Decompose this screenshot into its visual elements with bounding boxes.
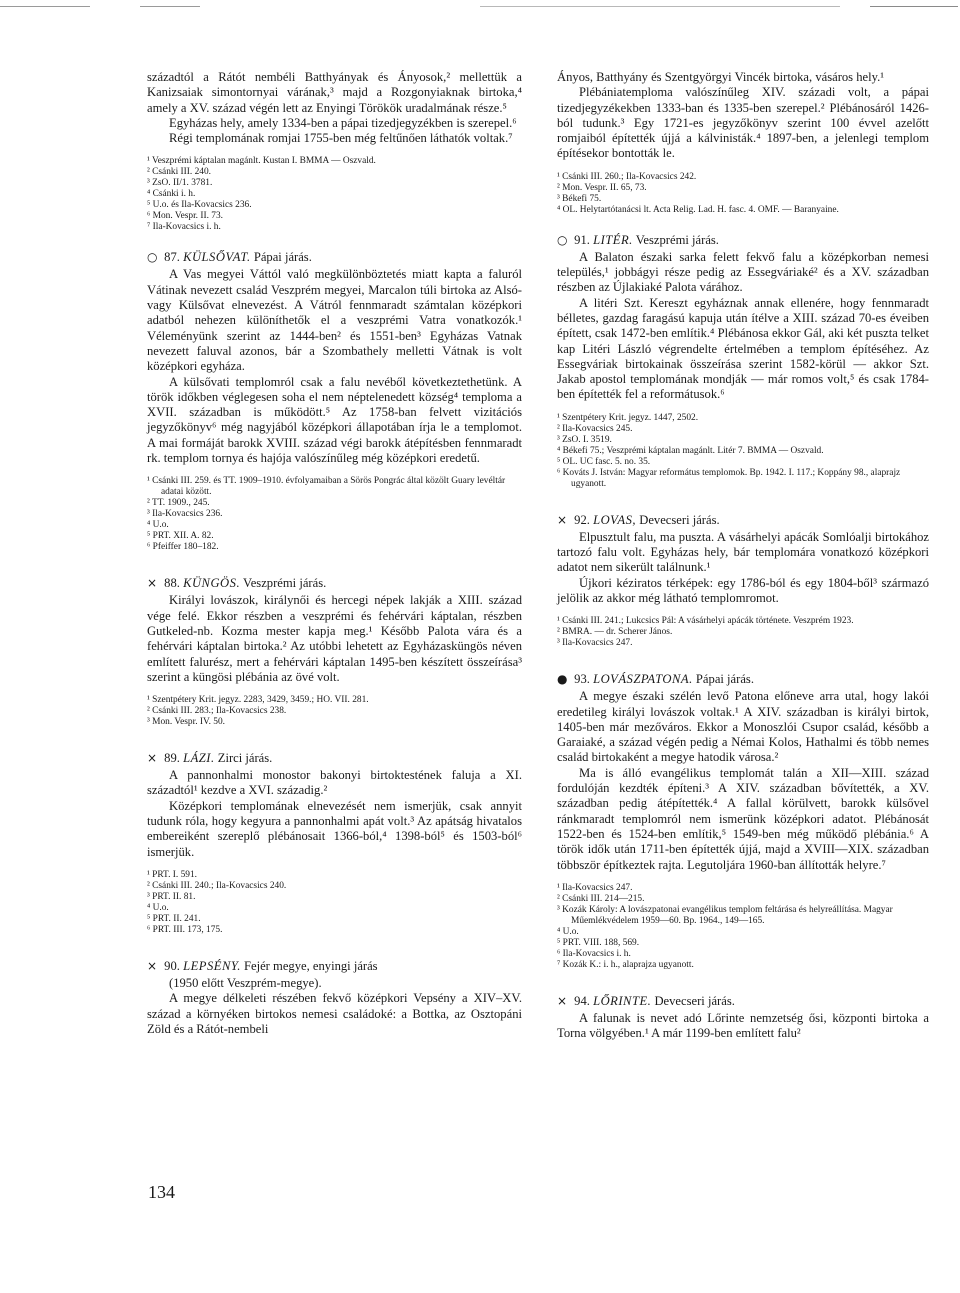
footnote: ¹ Csánki III. 259. és TT. 1909–1910. évfolyamaiban a Sörös Pongrác által közölt Guary levéltár adatai között.	[147, 476, 506, 498]
footnotes	[557, 883, 929, 971]
scan-artifact	[140, 6, 200, 7]
entry-paragraph: A megye délkeleti részében fekvő középkori Vepsény a XIV–XV. század a környéken birtokos nemesi családoké: a Bottka, az Osztopáni Zöld és a Rátót-nembeli	[147, 991, 522, 1036]
footnote: ³ Ila-Kovacsics 247.	[557, 638, 633, 649]
entry-lovas	[557, 512, 929, 649]
footnote: ² Mon. Vespr. II. 65, 73.	[557, 182, 647, 193]
entry-heading	[147, 958, 522, 974]
footnote: ⁶ Mon. Vespr. II. 73.	[147, 211, 224, 222]
entry-number: 92.	[574, 512, 590, 527]
footnote: ³ PRT. II. 81.	[147, 891, 196, 902]
footnote: ⁵ OL. UC fasc. 5. no. 35.	[557, 456, 651, 467]
left-intro	[147, 70, 522, 233]
entry-heading	[147, 249, 522, 265]
entry-paragraph: A Vas megyei Váttól való megkülönböztetés miatt kapta a faluról Vátinak nevezett család Veszprém megyei, Marcalon túli birtoka az Alsó- vagy Külsővat elnevezést. A Vátról fennmaradt számtalan középkori adatból nehezen különíthetők el a veszprémi Vatra vonatkozók.¹ Véleményünk szerint az 1444-ben² és 1551-ben³ Egyházas Vatnak nevezett faluval azonos, bár a Szombathely melletti Vátnak is volt középkori egyháza.	[147, 267, 522, 374]
footnote: ³ Mon. Vespr. IV. 50.	[147, 717, 225, 728]
entry-lazi	[147, 750, 522, 936]
entry-title: LŐRINTE.	[593, 993, 652, 1008]
footnote: ² Ila-Kovacsics 245.	[557, 423, 633, 434]
entry-paragraph: Középkori templomának elnevezését nem ismerjük, csak annyit tudunk róla, hogy kegyura a pannonhalmi apát volt.³ Az apátság hivatalos embereiként szereplő plébánosait 1366-ból,⁴ 1398-ból⁵ és 1503-ból⁶ ismerjük.	[147, 798, 522, 859]
footnote: ³ ZsO. I. 3519.	[557, 434, 612, 445]
cross-marker-icon: ×	[147, 958, 158, 973]
footnote: ⁶ Pfeiffer 180–182.	[147, 542, 219, 553]
cross-marker-icon: ×	[147, 576, 158, 591]
entry-number: 94.	[574, 993, 590, 1008]
footnote: ⁴ U.o.	[147, 520, 169, 531]
scan-artifact	[0, 6, 90, 7]
entry-kulsovat	[147, 249, 522, 553]
footnote: ⁶ Ila-Kovacsics i. h.	[557, 948, 631, 959]
footnotes	[147, 476, 522, 553]
intro-paragraph: Egyházas hely, amely 1334-ben a pápai tizedjegyzékben is szerepel.⁶	[169, 115, 517, 130]
entry-number: 93.	[574, 672, 590, 687]
footnotes	[147, 870, 522, 936]
entry-title: KÜNGÖS.	[183, 576, 241, 591]
footnote: ⁴ Békefi 75.; Veszprémi káptalan magánlt. Litér 7. BMMA — Oszvald.	[557, 445, 824, 456]
entry-lepseny	[147, 958, 522, 1037]
footnote: ⁵ U.o. és Ila-Kovacsics 236.	[147, 200, 252, 211]
footnotes	[557, 413, 929, 490]
intro-paragraph: századtól a Rátót nembéli Batthyányak és Ányosok,² mellettük a Kanizsaiak simontornyai várának,³ majd a Rozgonyiaknak birtoka,⁴ amely a XV. század végén lett az Enyingi Törökök uradalmának része.⁵	[147, 70, 522, 115]
footnote: ¹ PRT. I. 591.	[147, 869, 197, 880]
entry-lorinte	[557, 993, 929, 1042]
entry-title: LITÉR.	[593, 232, 633, 247]
right-intro	[557, 70, 929, 216]
footnote: ² Csánki III. 240.	[147, 167, 211, 178]
footnote: ³ Kozák Károly: A lovászpatonai evangélikus templom feltárása és helyreállítása. Magyar Műemlékvédelem 1959—60. Bp. 1964., 149—165.	[557, 904, 893, 926]
right-column	[557, 70, 929, 1041]
entry-number: 91.	[574, 232, 590, 247]
footnote: ⁵ PRT. VIII. 188, 569.	[557, 937, 640, 948]
entry-district: Veszprémi járás.	[635, 232, 719, 247]
entry-lovaszpatona	[557, 671, 929, 971]
entry-heading	[557, 232, 929, 248]
entry-paragraph: Újkori kéziratos térképek: egy 1786-ból és egy 1804-ből³ származó jelölik az akkor még látható templomromot.	[557, 575, 929, 605]
footnote: ³ Békefi 75.	[557, 193, 602, 204]
circle-marker-icon: ○	[557, 232, 568, 247]
entry-number: 87.	[164, 250, 180, 265]
entry-district: Pápai járás.	[695, 672, 754, 687]
entry-paragraph: A pannonhalmi monostor bakonyi birtoktestének faluja a XI. századtól¹ kezdve a XVI. századig.²	[147, 768, 522, 798]
cross-marker-icon: ×	[557, 512, 568, 527]
entry-heading	[557, 993, 929, 1009]
footnote: ¹ Csánki III. 241.; Lukcsics Pál: A vásárhelyi apácák története. Veszprém 1923.	[557, 616, 854, 627]
footnotes	[147, 156, 522, 233]
entry-paragraph: A Balaton északi sarka felett fekvő falu a középkorban nemesi település,¹ jobbágyi része pedig az Essegváriaké² és a XV. században részben az Újlakiaké Palota várához.	[557, 249, 929, 295]
footnotes	[557, 616, 929, 649]
entry-district-extra: (1950 előtt Veszprém-megye).	[169, 975, 322, 990]
intro-paragraph: Ányos, Batthyány és Szentgyörgyi Vincék birtoka, vásáros hely.¹	[557, 70, 885, 84]
footnote: ¹ Ila-Kovacsics 247.	[557, 882, 633, 893]
cross-marker-icon: ×	[147, 751, 158, 766]
entry-title: KÜLSŐVAT.	[183, 250, 251, 265]
entry-kungos	[147, 575, 522, 728]
footnote: ² Csánki III. 214—215.	[557, 893, 645, 904]
entry-title: LOVAS,	[593, 512, 637, 527]
entry-title: LOVÁSZPATONA.	[593, 672, 693, 687]
entry-paragraph: A megye északi szélén levő Patona előneve arra utal, hogy lakói eredetileg királyi lovászok voltak.¹ A XIV. században is királyi birtok, 1405-ben már mezőváros. Ekkor a Monoszlói Csupor család, később a Garaiaké, a század végén pedig a Némai Kolos, Hathalmi és több nemes család birtokaként a megye hatodik városa.²	[557, 689, 929, 765]
entry-number: 90.	[164, 958, 180, 973]
footnote: ⁶ Kováts J. István: Magyar református templomok. Bp. 1942. I. 117.; Koppány 98., alaprajz ugyanott.	[557, 467, 901, 489]
footnote: ⁷ Kozák K.: i. h., alaprajza ugyanott.	[557, 959, 694, 970]
footnote: ⁴ Csánki i. h.	[147, 189, 196, 200]
footnote: ⁴ U.o.	[557, 926, 579, 937]
footnote: ⁴ U.o.	[147, 902, 169, 913]
footnote: ² Csánki III. 283.; Ila-Kovacsics 238.	[147, 706, 287, 717]
footnote: ⁷ Ila-Kovacsics i. h.	[147, 222, 221, 233]
left-column	[147, 70, 522, 1037]
footnote: ¹ Csánki III. 260.; Ila-Kovacsics 242.	[557, 171, 697, 182]
entry-district: Devecseri járás.	[639, 512, 720, 527]
footnote: ¹ Veszprémi káptalan magánlt. Kustan I. BMMA — Oszvald.	[147, 156, 376, 167]
footnote: ¹ Szentpétery Krit. jegyz. 2283, 3429, 3459.; HO. VII. 281.	[147, 695, 369, 706]
entry-district: Veszprémi járás.	[243, 576, 327, 591]
scan-artifact	[870, 6, 958, 7]
entry-heading	[557, 671, 929, 687]
entry-heading	[147, 575, 522, 591]
cross-marker-icon: ×	[557, 993, 568, 1008]
footnotes	[147, 695, 522, 728]
footnote: ¹ Szentpétery Krit. jegyz. 1447, 2502.	[557, 412, 699, 423]
entry-paragraph: Elpusztult falu, ma puszta. A vásárhelyi apácák Somlóalji birtokához tartozó falu volt. Egyházas hely, bár templomára vonatkozó középkori adatot nem sikerült találnunk.¹	[557, 529, 929, 575]
scan-artifact	[480, 6, 840, 7]
entry-heading	[557, 512, 929, 528]
footnote: ⁵ PRT. II. 241.	[147, 913, 201, 924]
entry-paragraph: Királyi lovászok, királynői és hercegi népek lakják a XIII. század vége felé. Ekkor részben a veszprémi és fehérvári káptalan, részben Gutkeled-nb. Kozma mester kapja meg.¹ Később Palota vára és a fehérvári káptalan birtoka.² Az utóbbi lehetett az Egyházasküngös néven említett falurész, mert a fehérvári káptalan 1495-ben készített összeírása³ szerint a küngösi plébánia az övé volt.	[147, 593, 522, 684]
entry-district: Devecseri járás.	[654, 993, 735, 1008]
entry-district: Fejér megye, enyingi járás	[244, 958, 378, 973]
entry-district: Zirci járás.	[217, 751, 273, 766]
entry-district: Pápai járás.	[253, 250, 312, 265]
footnote: ³ ZsO. II/1. 3781.	[147, 178, 213, 189]
entry-paragraph: A külsővati templomról csak a falu nevéből következtethetünk. A török időkben véglegesen soha el nem néptelenedett község⁴ temploma a XVII. században is működött.⁵ Az 1758-ban felvett vizitációs jegyzőkönyv⁶ még nagyjából középkori állapotában írja le a templomot. A mai formáját barokk XVIII. század végi barokk átépítésben fennmaradt rk. templom tornya és hajója valószínűleg még középkori eredetű.	[147, 374, 522, 466]
entry-number: 89.	[164, 751, 180, 766]
footnote: ² BMRA. — dr. Scherer János.	[557, 627, 673, 638]
entry-paragraph: A litéri Szt. Kereszt egyháznak annak ellenére, hogy fennmaradt bélletes, gazdag faragású kapuja után ítélve a XIII. század 70-es éveiben épített, csak 1472-ben említik.⁴ Plébánosa ekkor Gál, aki két puszta telket kap Litéri László végrendelte értelmében a templom építéséhez. Az Essegváriak birtokainak összeírása szerint 1582-körül — akkor Szt. Jakab apostol templomának mondják — már romos volt,⁵ és csak 1784-ben építették fel a reformátusok.⁶	[557, 295, 929, 402]
entry-paragraph: Ma is álló evangélikus templomát talán a XII—XIII. század fordulóján kezdték építeni.³ A XIV. században bővítették, a XV. században pedig átépítették.⁴ A fallal körülvett, barokk külsővel ránkmaradt templomról nem ismerünk középkori adatot. Plébánosát 1522-ben és 1524-ben említik,⁵ 1549-ben még működő plébánia.⁶ A török idők után 1711-ben építették újjá, majd a XVIII—XIX. században többször építkeztek rajta. Legutoljára 1960-ban állították helyre.⁷	[557, 765, 929, 872]
entry-liter	[557, 232, 929, 490]
intro-paragraph: Plébániatemploma valószínűleg XIV. századi volt, a pápai tizedjegyzékekben 1333-ban és 1335-ben szerepel.² Plébánosáról 1426-ból tudunk.³ Egy 1721-es jegyzőkönyv szerint 100 évvel azelőtt romjaiból építették újjá a kálvinisták.⁴ 1897-ben, a jelenlegi templom építésekor bontották le.	[557, 85, 929, 161]
entry-paragraph: A falunak is nevet adó Lőrinte nemzetség ősi, központi birtoka a Torna völgyében.¹ A már 1199-ben említett falu²	[557, 1010, 929, 1041]
footnotes	[557, 172, 929, 216]
footnote: ⁶ PRT. III. 173, 175.	[147, 924, 223, 935]
filled-circle-marker-icon: ●	[557, 672, 568, 687]
entry-heading	[147, 750, 522, 766]
circle-marker-icon: ○	[147, 250, 158, 265]
footnote: ² TT. 1909., 245.	[147, 498, 210, 509]
entry-title: LEPSÉNY.	[183, 958, 241, 973]
footnote: ⁴ OL. Helytartótanácsi lt. Acta Relig. Lad. H. fasc. 4. OMF. — Baranyaine.	[557, 204, 839, 215]
entry-title: LÁZI.	[183, 751, 215, 766]
footnote: ² Csánki III. 240.; Ila-Kovacsics 240.	[147, 880, 287, 891]
entry-number: 88.	[164, 576, 180, 591]
intro-paragraph: Régi templomának romjai 1755-ben még feltűnően láthatók voltak.⁷	[169, 131, 513, 146]
footnote: ⁵ PRT. XII. A. 82.	[147, 531, 214, 542]
page-number: 134	[148, 1182, 175, 1202]
footnote: ³ Ila-Kovacsics 236.	[147, 509, 223, 520]
